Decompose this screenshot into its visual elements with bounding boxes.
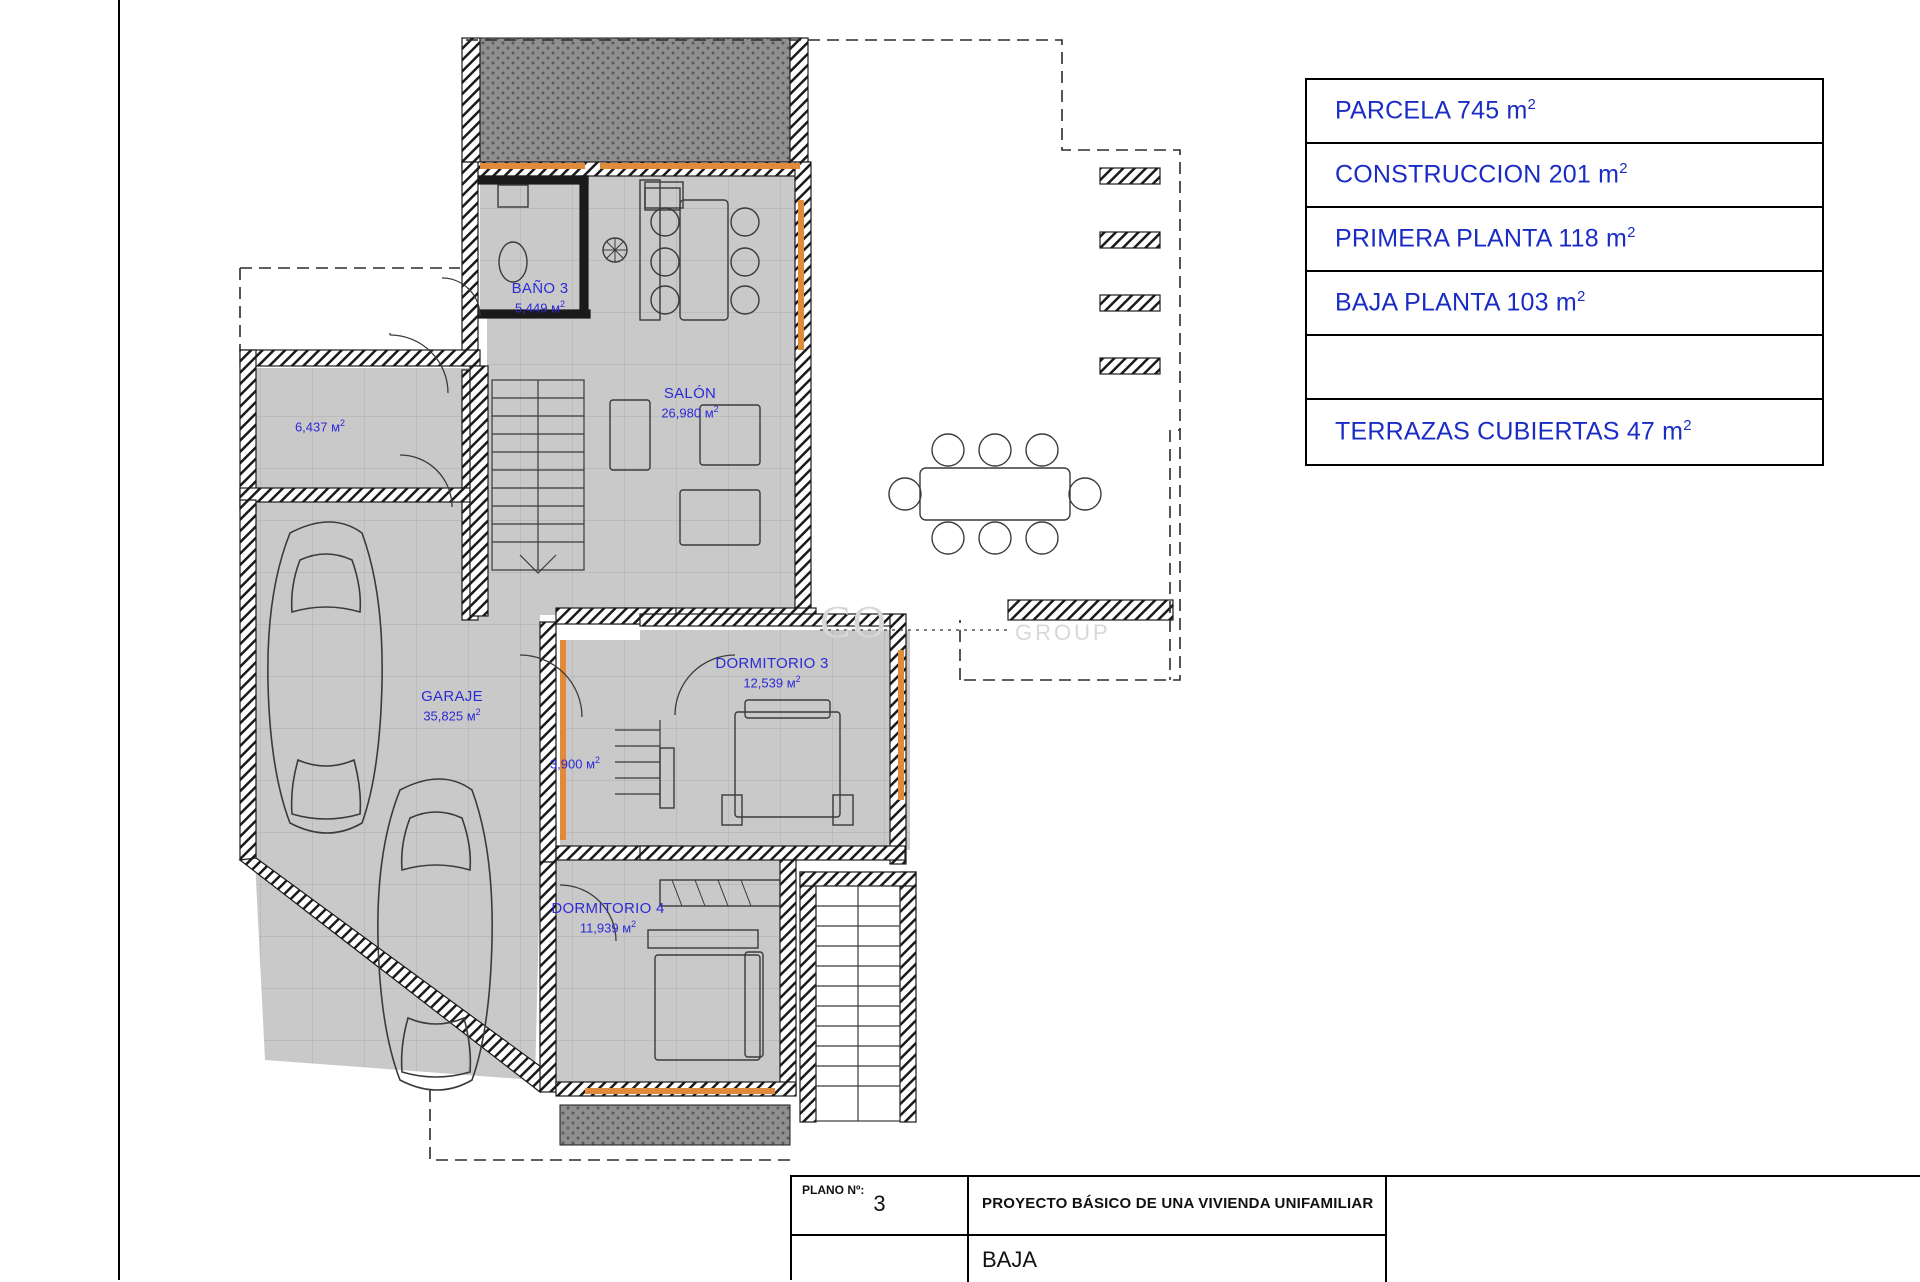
title-block-divider-4 [969,1234,1385,1236]
title-block-divider [967,1177,969,1282]
title-block [790,1175,1920,1280]
project-title: PROYECTO BÁSICO DE UNA VIVIENDA UNIFAMILIAR [982,1195,1374,1212]
title-block-divider-2 [1385,1177,1387,1282]
areas-legend-table [1305,78,1824,466]
room-label-dormitorio-3: DORMITORIO 3 12,539 $м^2$ [715,655,829,691]
plano-number: 3 [873,1191,886,1216]
room-label-garaje: GARAJE 35,825 $м^2$ [421,688,483,724]
room-label-storage: 6,437 $м^2$ [294,418,346,435]
room-label-hall: 3,900 $м^2$ [549,755,601,772]
title-block-divider-3 [792,1234,967,1236]
legend-row-parcela: PARCELA 745 $m^2$ [1307,80,1822,144]
plano-label: PLANO Nº: [802,1183,865,1197]
room-label-bano-3: BAÑO 3 5,449 $м^2$ [511,280,569,316]
watermark-co: CO [820,596,888,647]
room-label-salon: SALÓN 26,980 $м^2$ [661,385,719,421]
watermark-group: GROUP [1015,620,1111,645]
legend-row-primera-planta: PRIMERA PLANTA 118 $m^2$ [1307,208,1822,272]
legend-row-terrazas-cubiertas: TERRAZAS CUBIERTAS 47 $m^2$ [1335,417,1692,446]
floor-name: BAJA [982,1247,1038,1272]
legend-row-construccion: CONSTRUCCION 201 $m^2$ [1307,144,1822,208]
legend-row-blank [1307,336,1822,400]
room-label-dormitorio-4: DORMITORIO 4 11,939 $м^2$ [551,900,665,936]
legend-row-baja-planta: BAJA PLANTA 103 $m^2$ [1307,272,1822,336]
